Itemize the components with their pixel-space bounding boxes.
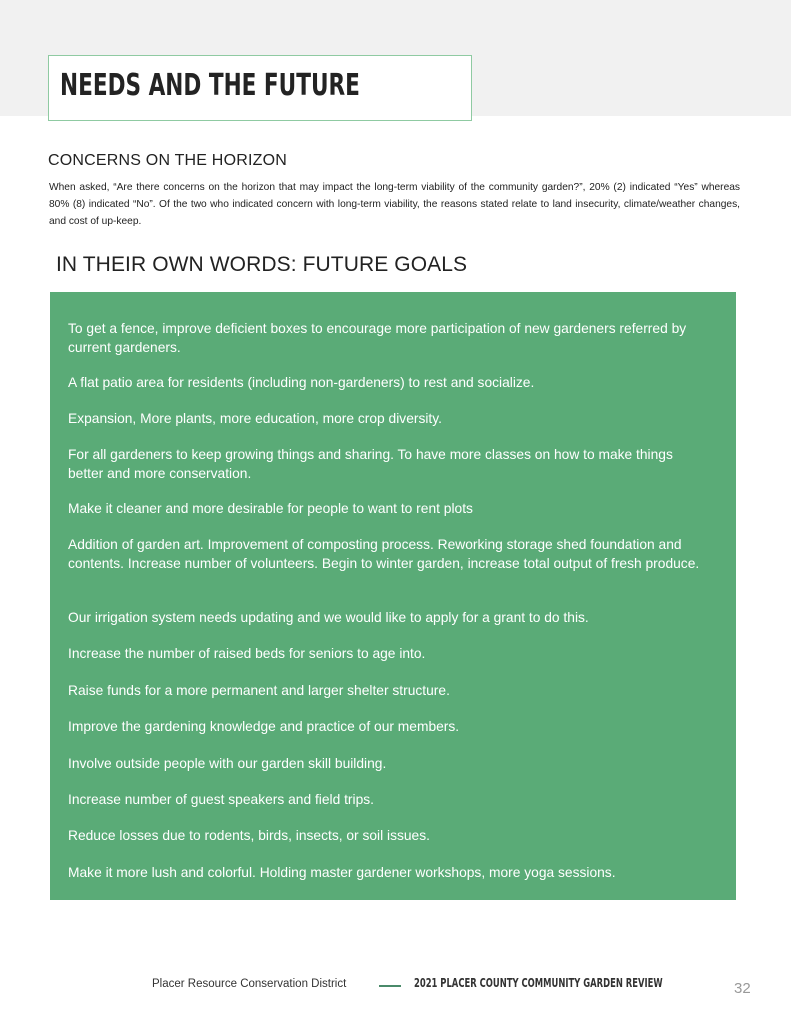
footer-report-title: 2021 PLACER COUNTY COMMUNITY GARDEN REVIEW — [414, 976, 663, 990]
goal-item: Increase number of guest speakers and field trips. — [68, 792, 374, 807]
goal-item: Raise funds for a more permanent and larger shelter structure. — [68, 683, 450, 698]
goals-heading: IN THEIR OWN WORDS: FUTURE GOALS — [56, 253, 468, 276]
goal-item: To get a fence, improve deficient boxes to encourage more participation of new gardeners referred by current gardeners. — [68, 321, 687, 355]
page-number: 32 — [734, 980, 751, 997]
title-box — [48, 55, 472, 121]
concerns-heading: CONCERNS ON THE HORIZON — [48, 152, 287, 169]
goals-box — [50, 292, 736, 900]
footer-organization: Placer Resource Conservation District — [152, 978, 347, 990]
goal-item: Improve the gardening knowledge and practice of our members. — [68, 719, 460, 734]
goal-item: Involve outside people with our garden skill building. — [68, 756, 387, 771]
goal-item: Expansion, More plants, more education, more crop diversity. — [68, 411, 442, 426]
page-title: NEEDS AND THE FUTURE — [60, 68, 360, 103]
goal-item: Increase the number of raised beds for seniors to age into. — [68, 646, 426, 661]
concerns-paragraph: When asked, “Are there concerns on the horizon that may impact the long-term viability of the community garden?”, 20% (2) indicated “Yes” whereas 80% (8) indicated “No”. Of the two who indicated concern with long-term viability, the reasons stated relate to land insecurity, climate/weather changes, and cost of up-keep. — [49, 182, 740, 227]
goal-item: Make it cleaner and more desirable for people to want to rent plots — [68, 501, 473, 516]
goal-item: Addition of garden art. Improvement of composting process. Reworking storage shed foundation and contents. Increase number of volunteers. Begin to winter garden, increase total output of fresh produce. — [68, 537, 700, 571]
goal-item: Our irrigation system needs updating and we would like to apply for a grant to do this. — [68, 610, 589, 625]
goal-item: For all gardeners to keep growing things and sharing. To have more classes on how to make things better and more conservation. — [68, 447, 673, 481]
goal-item: A flat patio area for residents (including non-gardeners) to rest and socialize. — [68, 375, 535, 390]
goal-item: Reduce losses due to rodents, birds, insects, or soil issues. — [68, 828, 430, 843]
footer-divider — [379, 985, 401, 987]
goal-item: Make it more lush and colorful. Holding master gardener workshops, more yoga sessions. — [68, 865, 616, 880]
